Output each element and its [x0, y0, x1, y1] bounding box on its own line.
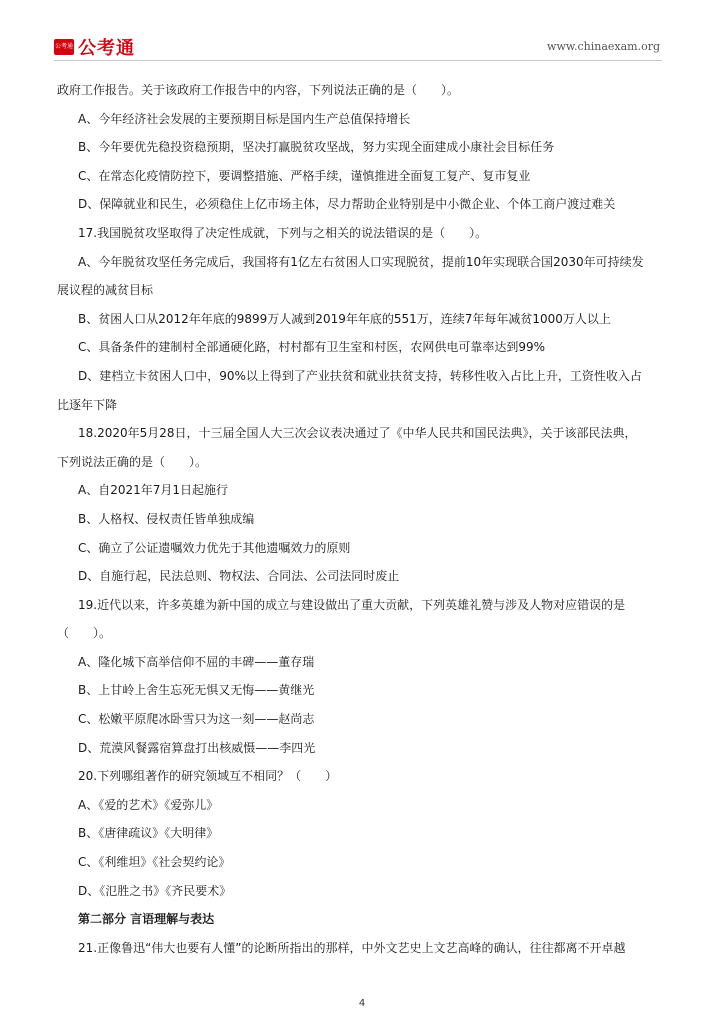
text-line: B、《唐律疏议》《大明律》 — [78, 826, 219, 841]
question-18: 18.2020年5月28日，十三届全国人大三次会议表决通过了《中华人民共和国民法典》，关于该部民法典， — [78, 426, 637, 441]
text-line: A、隆化城下高举信仰不屈的丰碑——董存瑞 — [78, 654, 315, 669]
text-line: C、在常态化疫情防控下，要调整措施、严格手续，谨慎推进全面复工复产、复市复业 — [78, 168, 531, 183]
section-heading: 第二部分 言语理解与表达 — [78, 912, 215, 927]
text-line: C、《利维坦》《社会契约论》 — [78, 855, 231, 870]
text-line: B、贫困人口从2012年年底的9899万人减到2019年年底的551万，连续7年每年减贫1000万人以上 — [78, 311, 611, 326]
header-divider — [54, 60, 662, 61]
text-line: B、上甘岭上舍生忘死无惧又无悔——黄继光 — [78, 683, 315, 698]
site-url: www.chinaexam.org — [547, 40, 660, 53]
logo-badge-icon: 公考通 — [54, 39, 74, 55]
logo-text: 公考通 — [78, 38, 135, 59]
question-20: 20.下列哪组著作的研究领域互不相同？（ ） — [78, 769, 338, 784]
text-line: C、松嫩平原爬冰卧雪只为这一刻——赵尚志 — [78, 712, 315, 727]
text-line: A、《爱的艺术》《爱弥儿》 — [78, 797, 219, 812]
text-line: D、建档立卡贫困人口中，90%以上得到了产业扶贫和就业扶贫支持，转移性收入占比上升，工资性收入占 — [78, 368, 642, 383]
text-line: D、保障就业和民生，必须稳住上亿市场主体，尽力帮助企业特别是中小微企业、个体工商户渡过难关 — [78, 197, 616, 212]
text-line: 展议程的减贫目标 — [57, 283, 154, 298]
text-line: A、今年经济社会发展的主要预期目标是国内生产总值保持增长 — [78, 111, 411, 126]
text-line: A、今年脱贫攻坚任务完成后，我国将有1亿左右贫困人口实现脱贫，提前10年实现联合国2030年可持续发 — [78, 254, 644, 269]
logo — [54, 34, 135, 60]
text-line: D、自施行起，民法总则、物权法、合同法、公司法同时废止 — [78, 569, 400, 584]
text-line: D、荒漠风餐露宿算盘打出核威慑——李四光 — [78, 740, 316, 755]
text-line: 政府工作报告。关于该政府工作报告中的内容，下列说法正确的是（ ）。 — [57, 83, 460, 97]
text-line: （ ）。 — [57, 626, 112, 641]
question-19: 19.近代以来，许多英雄为新中国的成立与建设做出了重大贡献，下列英雄礼赞与涉及人物对应错误的是 — [78, 597, 626, 612]
text-line: B、今年要优先稳投资稳预期，坚决打赢脱贫攻坚战，努力实现全面建成小康社会目标任务 — [78, 140, 555, 155]
page-number: 4 — [358, 998, 366, 1009]
document-body — [57, 76, 669, 962]
question-17: 17.我国脱贫攻坚取得了决定性成就，下列与之相关的说法错误的是（ ）。 — [78, 225, 488, 240]
question-21: 21.正像鲁迅“伟大也要有人懂”的论断所指出的那样，中外文艺史上文艺高峰的确认，往往都离不开卓越 — [78, 940, 626, 955]
text-line: 下列说法正确的是（ ）。 — [57, 454, 208, 469]
text-line: 比逐年下降 — [57, 397, 118, 412]
page-header — [0, 0, 724, 62]
text-line: C、确立了公证遗嘱效力优先于其他遗嘱效力的原则 — [78, 540, 351, 555]
text-line: A、自2021年7月1日起施行 — [78, 483, 229, 498]
text-line: B、人格权、侵权责任皆单独成编 — [78, 511, 255, 526]
text-line: C、具备条件的建制村全部通硬化路，村村都有卫生室和村医，农网供电可靠率达到99% — [78, 340, 546, 355]
text-line: D、《氾胜之书》《齐民要术》 — [78, 883, 232, 898]
